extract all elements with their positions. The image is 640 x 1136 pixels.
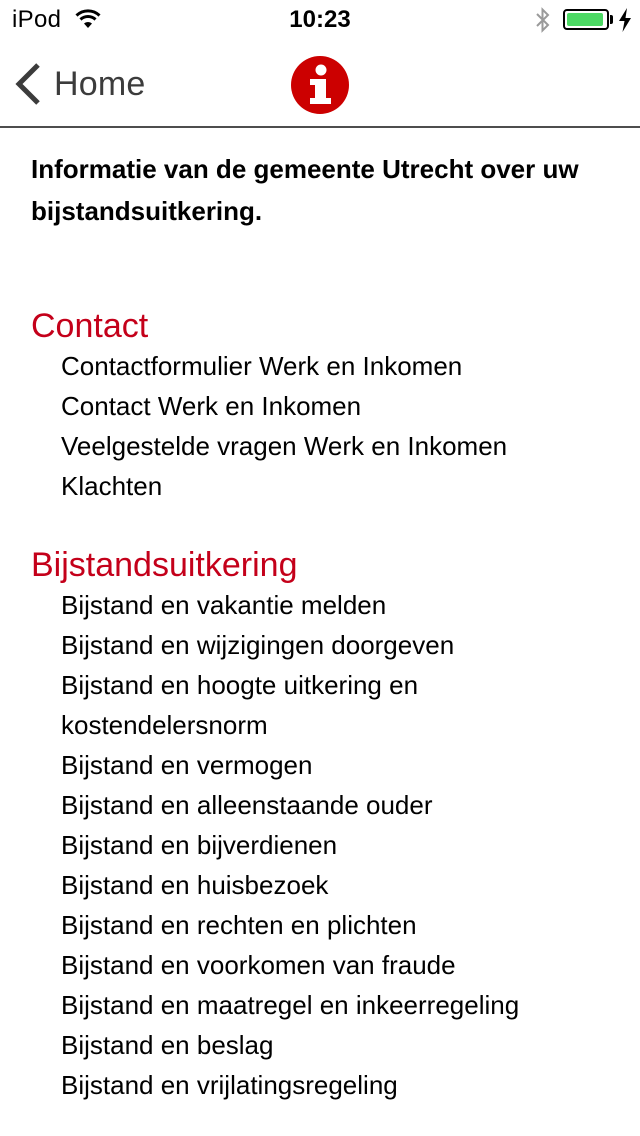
list-item[interactable]: Bijstand en alleenstaande ouder (61, 790, 433, 820)
list-item[interactable]: Bijstand en beslag (61, 1030, 274, 1060)
list-item[interactable]: Bijstand en voorkomen van fraude (61, 950, 456, 980)
list-item[interactable]: Bijstand en maatregel en inkeerregeling (61, 990, 520, 1020)
chevron-left-icon (14, 62, 42, 106)
info-icon (290, 55, 350, 115)
battery-level (567, 13, 603, 26)
navigation-bar (0, 40, 640, 128)
list-item[interactable]: Bijstand en bijverdienen (61, 830, 338, 860)
list-item[interactable]: Bijstand en vermogen (61, 750, 313, 780)
list-item[interactable]: Bijstand en rechten en plichten (61, 910, 417, 940)
list-item[interactable]: Bijstand en vakantie melden (61, 590, 387, 620)
list-item[interactable]: Veelgestelde vragen Werk en Inkomen (61, 431, 508, 461)
bijstand-link-list (61, 585, 621, 1105)
back-label: Home (54, 64, 146, 103)
status-bar (0, 0, 640, 40)
back-button[interactable] (14, 62, 146, 106)
battery-icon (563, 9, 609, 30)
contact-link-list (61, 346, 621, 506)
list-item[interactable]: Klachten (61, 471, 163, 501)
list-item[interactable]: Bijstand en huisbezoek (61, 870, 329, 900)
list-item[interactable]: Bijstand en wijzigingen doorgeven (61, 630, 455, 660)
list-item[interactable]: Bijstand en hoogte uitkering en kostendelersnorm (61, 670, 419, 740)
section-heading-contact: Contact (31, 307, 149, 345)
list-item[interactable]: Bijstand en vrijlatingsregeling (61, 1070, 398, 1100)
clock-time: 10:23 (289, 6, 351, 33)
list-item[interactable]: Contact Werk en Inkomen (61, 391, 362, 421)
list-item[interactable]: Contactformulier Werk en Inkomen (61, 351, 463, 381)
charging-bolt-icon (618, 7, 632, 38)
intro-text: Informatie van de gemeente Utrecht over uw bijstandsuitkering. (31, 154, 579, 226)
battery-tip (610, 15, 613, 24)
carrier-label: iPod (12, 6, 62, 33)
bluetooth-icon (534, 7, 552, 38)
section-heading-bijstandsuitkering: Bijstandsuitkering (31, 546, 298, 584)
